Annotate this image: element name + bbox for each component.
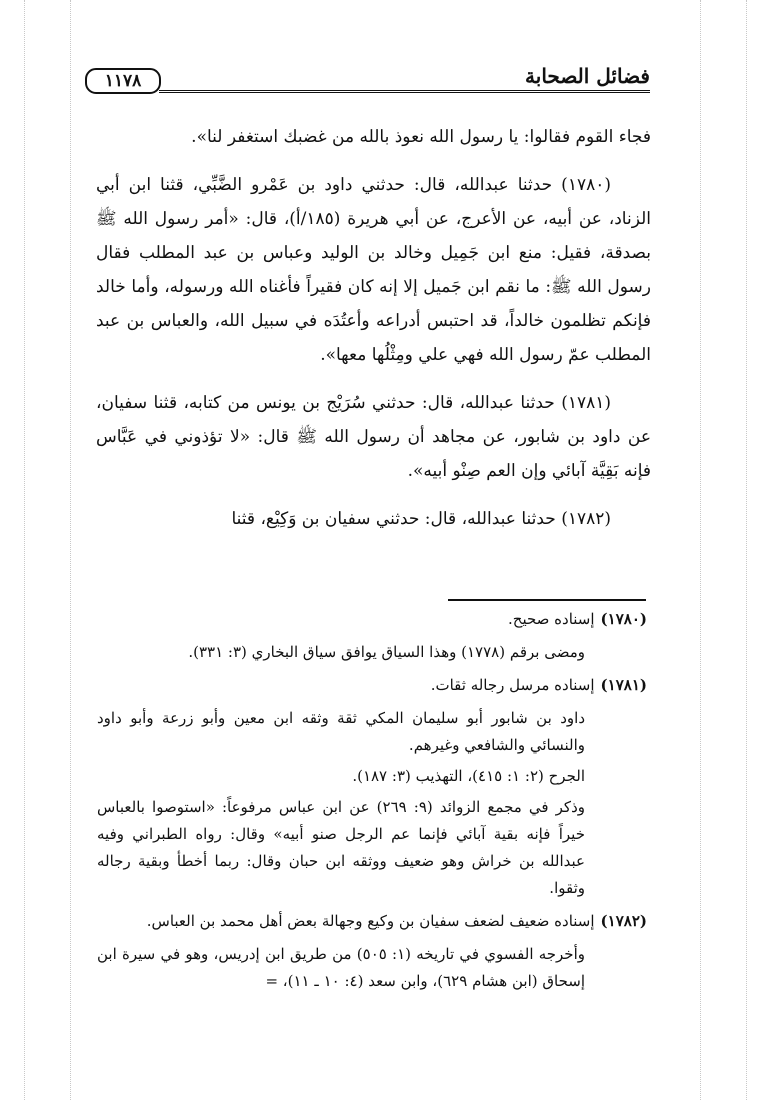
footnote-continuation	[97, 705, 647, 902]
hadith-1781: (١٧٨١) حدثنا عبدالله، قال: حدثني سُرَيْج بن يونس من كتابه، قثنا سفيان، عن داود بن شابور، عن مجاهد أن رسول الله ﷺ قال: «لا تؤذوني في عَبَّاس فإنه بَقِيَّة آبائي وإن العم صِنْو أبيه».	[96, 393, 651, 481]
main-text	[96, 120, 651, 550]
footnote-1782	[97, 908, 647, 935]
footnote-number: (١٧٨١)	[600, 676, 647, 694]
footnote-1781	[97, 672, 647, 699]
margin-guide-line	[70, 0, 71, 1100]
footnote-text: ومضى برقم (١٧٧٨) وهذا السياق يوافق سياق البخاري (٣: ٣٣١).	[188, 643, 585, 661]
footnote-text: داود بن شابور أبو سليمان المكي ثقة وثقه ابن معين وأبو زرعة وأبو داود والنسائي والشافعي وغيرهم.	[97, 709, 585, 754]
footnote-text: الجرح (٢: ١: ٤١٥)، التهذيب (٣: ١٨٧).	[352, 767, 585, 785]
paragraph: فجاء القوم فقالوا: يا رسول الله نعوذ بالله من غضبك استغفر لنا».	[191, 127, 651, 147]
book-title: فضائل الصحابة	[525, 64, 650, 88]
footnote-text: وأخرجه الفسوي في تاريخه (١: ٥٠٥) من طريق ابن إدريس، وهو في سيرة ابن إسحاق (ابن هشام ٦٢٩)، وابن سعد (٤: ١٠ ـ ١١)، =	[97, 945, 585, 990]
margin-guide-line	[746, 0, 747, 1100]
header-rule	[159, 90, 650, 93]
footnote-1780	[97, 606, 647, 633]
footnotes	[97, 606, 647, 1001]
margin-guide-line	[24, 0, 25, 1100]
footnote-continuation	[97, 639, 647, 666]
footnote-number: (١٧٨٢)	[600, 912, 647, 930]
footnote-text: إسناده صحيح.	[508, 610, 595, 628]
footnote-text: إسناده مرسل رجاله ثقات.	[430, 676, 595, 694]
page-number: ١١٧٨	[85, 68, 161, 94]
footnote-separator	[448, 599, 646, 601]
footnote-number: (١٧٨٠)	[600, 610, 647, 628]
page-header	[85, 60, 650, 102]
footnote-text: وذكر في مجمع الزوائد (٩: ٢٦٩) عن ابن عباس مرفوعاً: «استوصوا بالعباس خيراً فإنه بقية آبائي فإنما عم الرجل صنو أبيه» وقال: رواه الطبراني وفيه عبدالله بن خراش وهو ضعيف ووثقه ابن حبان وقال: ربما أخطأ وبقية رجاله وثقوا.	[97, 798, 585, 897]
margin-guide-line	[700, 0, 701, 1100]
footnote-text: إسناده ضعيف لضعف سفيان بن وكيع وجهالة بعض أهل محمد بن العباس.	[146, 912, 595, 930]
hadith-1780: (١٧٨٠) حدثنا عبدالله، قال: حدثني داود بن عَمْرو الضَّبِّي، قثنا ابن أبي الزناد، عن أبيه، عن الأعرج، عن أبي هريرة (١٨٥/أ)، قال: «أمر رسول الله ﷺ بصدقة، فقيل: منع ابن جَمِيل وخالد بن الوليد وعباس بن عبد المطلب فقال رسول الله ﷺ: ما نقم ابن جَميل إلا إنه كان فقيراً فأغناه الله ورسوله، وأما خالد فإنكم تظلمون خالداً، قد احتبس أدراعه وأعتُدَه في سبيل الله، والعباس بن عبد المطلب عمّ رسول الله فهي علي ومِثْلُها معها».	[96, 175, 651, 365]
footnote-continuation	[97, 941, 647, 995]
hadith-1782: (١٧٨٢) حدثنا عبدالله، قال: حدثني سفيان بن وَكِيْع، قثنا	[231, 509, 611, 529]
